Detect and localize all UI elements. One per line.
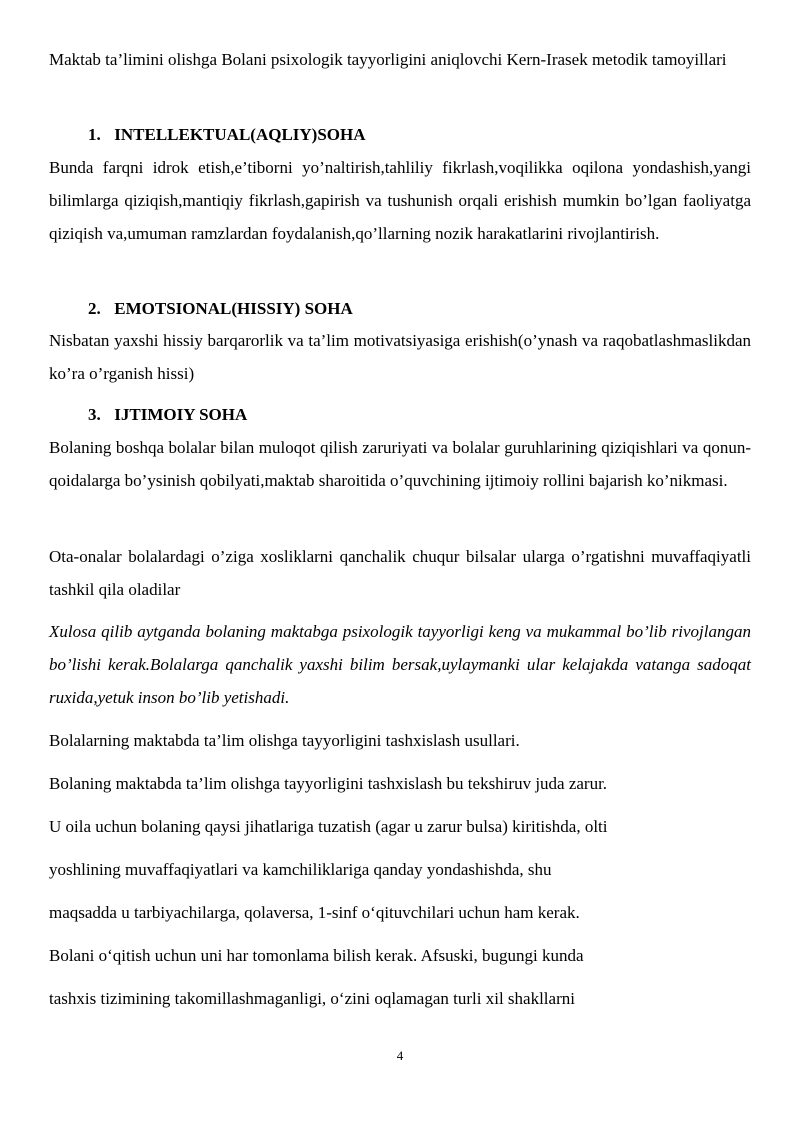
text-line: Bolani o‘qitish uchun uni har tomonlama bilish kerak. Afsuski, bugungi kunda bbox=[49, 946, 584, 965]
section-number: 2. bbox=[88, 299, 101, 318]
section-heading-social bbox=[88, 398, 247, 431]
conclusion-paragraph: Xulosa qilib aytganda bolaning maktabga psixologik tayyorligi keng va mukammal bo’lib rivojlangan bo’lishi kerak.Bolalarga qanchalik yaxshi bilim bersak,uylaymanki ular kelajakda vatanga sadoqat ruxida,yetuk inson bo’lib yetishadi. bbox=[49, 622, 751, 707]
section-heading-intellectual bbox=[88, 118, 366, 151]
intro-paragraph: Maktab ta’limini olishga Bolani psixologik tayyorligini aniqlovchi Kern-Irasek metodik tamoyillari bbox=[49, 50, 727, 69]
section-paragraph-emotional: Nisbatan yaxshi hissiy barqarorlik va ta’lim motivatsiyasiga erishish(o’ynash va raqobatlashmaslikdan ko’ra o’rganish hissi) bbox=[49, 331, 751, 383]
section-paragraph-social: Bolaning boshqa bolalar bilan muloqot qilish zaruriyati va bolalar guruhlarining qiziqishlari va qonun-qoidalarga bo’ysinish qobilyati,maktab sharoitida o’quvchining ijtimoiy rollini bajarish ko’nikmasi. bbox=[49, 438, 751, 490]
text-line: Bolalarning maktabda ta’lim olishga tayyorligini tashxislash usullari. bbox=[49, 731, 520, 750]
section-number: 3. bbox=[88, 405, 101, 424]
text-line: tashxis tizimining takomillashmaganligi, o‘zini oqlamagan turli xil shakllarni bbox=[49, 989, 575, 1008]
section-paragraph-intellectual: Bunda farqni idrok etish,e’tiborni yo’naltirish,tahliliy fikrlash,voqilikka oqilona yondashish,yangi bilimlarga qiziqish,mantiqiy fikrlash,gapirish va tushunish orqali erishish mumkin bo’lgan faoliyatga qiziqish va,umuman ramzlardan foydalanish,qo’llarning nozik harakatlarini rivojlantirish. bbox=[49, 158, 751, 243]
section-heading-emotional bbox=[88, 292, 353, 325]
text-line: U oila uchun bolaning qaysi jihatlariga tuzatish (agar u zarur bulsa) kiritishda, olti bbox=[49, 817, 608, 836]
section-heading-text: INTELLEKTUAL(AQLIY)SOHA bbox=[114, 125, 366, 144]
section-heading-text: EMOTSIONAL(HISSIY) SOHA bbox=[114, 299, 353, 318]
page-number: 4 bbox=[396, 1048, 404, 1063]
text-line: yoshlining muvaffaqiyatlari va kamchiliklariga qanday yondashishda, shu bbox=[49, 860, 552, 879]
parents-paragraph: Ota-onalar bolalardagi o’ziga xosliklarni qanchalik chuqur bilsalar ularga o’rgatishni muvaffaqiyatli tashkil qila oladilar bbox=[49, 547, 751, 599]
text-line: Bolaning maktabda ta’lim olishga tayyorligini tashxislash bu tekshiruv juda zarur. bbox=[49, 774, 608, 793]
section-heading-text: IJTIMOIY SOHA bbox=[114, 405, 248, 424]
text-line: maqsadda u tarbiyachilarga, qolaversa, 1-sinf o‘qituvchilari uchun ham kerak. bbox=[49, 903, 580, 922]
section-number: 1. bbox=[88, 125, 101, 144]
